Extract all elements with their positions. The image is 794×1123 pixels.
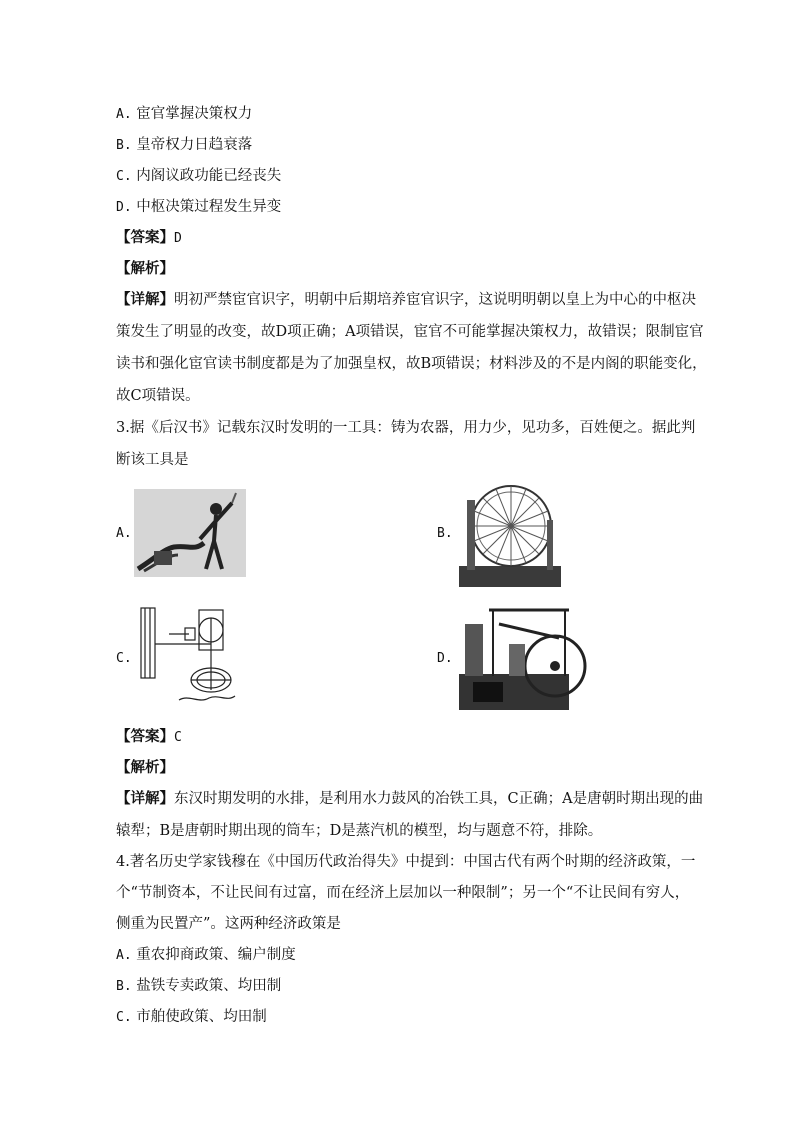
- answer-tag: 【答案】: [116, 728, 174, 745]
- option-label: C.: [116, 169, 132, 184]
- q2-detail-line-2: 策发生了明显的改变，故D项正确；A项错误，宦官不可能掌握决策权力，故错误；限制宦官: [116, 324, 704, 340]
- q2-option-b: [116, 135, 252, 156]
- q4-option-c: [116, 1007, 267, 1028]
- option-text: 内阁议政功能已经丧失: [136, 168, 282, 184]
- q3-answer: [116, 727, 182, 748]
- option-label: C.: [116, 1010, 132, 1025]
- q2-answer: [116, 228, 182, 249]
- detail-text: 明初严禁宦官识字，明朝中后期培养宦官识字，这说明明朝以皇上为中心的中枢决: [174, 292, 696, 308]
- option-text: 中枢决策过程发生异变: [136, 199, 282, 215]
- detail-text: 东汉时期发明的水排，是利用水力鼓风的冶铁工具，C正确；A是唐朝时期出现的曲: [174, 791, 704, 807]
- steam-engine-picture: [459, 604, 587, 712]
- q3-img-option-d-label: D.: [437, 651, 453, 666]
- q3-stem-line-1: 3.据《后汉书》记载东汉时发明的一工具：铸为农器，用力少，见功多，百姓便之。据此判: [116, 420, 696, 436]
- q3-detail-line-1: [116, 789, 703, 809]
- option-text: 盐铁专卖政策、均田制: [136, 978, 282, 994]
- q2-detail-line-3: 读书和强化宦官读书制度都是为了加强皇权，故B项错误；材料涉及的不是内阁的职能变化，: [116, 356, 707, 372]
- water-bellows-picture: [139, 604, 237, 711]
- option-text: 市舶使政策、均田制: [136, 1009, 267, 1025]
- option-label: A.: [116, 107, 132, 122]
- option-text: 皇帝权力日趋衰落: [136, 137, 253, 153]
- answer-value: D: [174, 231, 182, 246]
- option-text: 重农抑商政策、编户制度: [136, 947, 296, 963]
- q4-stem-line-3: 侧重为民置产”。这两种经济政策是: [116, 916, 341, 932]
- option-text: 宦官掌握决策权力: [136, 106, 253, 122]
- q2-option-a: [116, 104, 252, 125]
- option-label: B.: [116, 979, 132, 994]
- q2-detail-line-1: [116, 290, 696, 310]
- q3-img-option-a-label: A.: [116, 526, 132, 541]
- detail-tag: 【详解】: [116, 790, 174, 807]
- q4-option-a: [116, 945, 296, 966]
- q4-stem-line-2: 个“节制资本，不让民间有过富，而在经济上层加以一种限制”；另一个“不让民间有穷人，: [116, 885, 690, 901]
- q3-analysis-tag: 【解析】: [116, 759, 174, 776]
- q2-analysis-tag: 【解析】: [116, 260, 174, 277]
- water-wheel-picture: [459, 480, 561, 587]
- q3-stem-line-2: 断该工具是: [116, 452, 189, 468]
- q4-option-b: [116, 976, 281, 997]
- option-label: B.: [116, 138, 132, 153]
- q2-detail-line-4: 故C项错误。: [116, 388, 200, 404]
- q3-img-option-c-label: C.: [116, 651, 132, 666]
- q3-detail-line-2: 辕犁；B是唐朝时期出现的筒车；D是蒸汽机的模型，均与题意不符，排除。: [116, 823, 603, 839]
- q2-option-d: [116, 197, 281, 218]
- q3-img-option-b-label: B.: [437, 526, 453, 541]
- q4-stem-line-1: 4.著名历史学家钱穆在《中国历代政治得失》中提到：中国古代有两个时期的经济政策，一: [116, 854, 696, 870]
- answer-value: C: [174, 730, 182, 745]
- detail-tag: 【详解】: [116, 291, 174, 308]
- answer-tag: 【答案】: [116, 229, 174, 246]
- q2-option-c: [116, 166, 281, 187]
- curved-plow-picture: [134, 489, 246, 577]
- option-label: D.: [116, 200, 132, 215]
- option-label: A.: [116, 948, 132, 963]
